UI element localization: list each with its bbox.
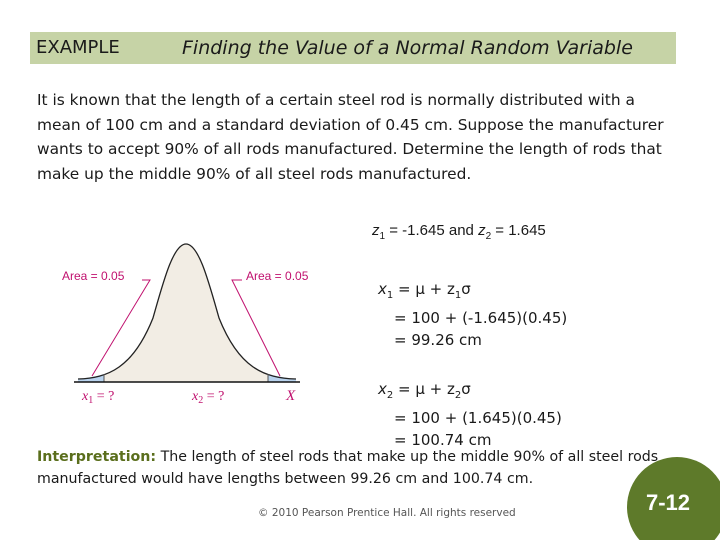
x2-calculation [378,378,562,451]
problem-statement: It is known that the length of a certain steel rod is normally distributed with a mean of 100 cm and a standard deviation of 0.45 cm. Suppose the manufacturer wants to accept 90% of all rods manufactured. Determine the length of rods that make up the middle 90% of all steel rods manufactured. [37,91,664,183]
interpretation-text: The length of steel rods that make up the middle 90% of all steel rods manufactured would have lengths between 99.26 cm and 100.74 cm. [37,449,659,487]
z-values: $z_1 = -1.645$ and $z_2 = 1.645$ [372,222,546,242]
example-label: EXAMPLE [36,37,120,58]
right-area-label: Area = 0.05 [246,269,309,283]
x1-formula: $x_1 = \mu + z_1\sigma$ [378,280,471,301]
x1-axis-label: $x_1$ = ? [82,389,115,406]
title-bar [30,32,676,64]
x1-substitution: = 100 + (-1.645)(0.45) [394,309,568,327]
copyright-footer: © 2010 Pearson Prentice Hall. All rights reserved [258,507,516,519]
x-axis-label: X [286,388,296,404]
x2-result: = 100.74 cm [394,431,492,449]
x2-substitution: = 100 + (1.645)(0.45) [394,409,562,427]
interpretation-label: Interpretation: [37,449,157,465]
x2-axis-label: $x_2$ = ? [192,389,225,406]
interpretation [37,446,677,490]
left-area-label: Area = 0.05 [62,269,125,283]
curve-body-fill [78,244,296,382]
slide-number: 7-12 [646,490,691,515]
x1-result: = 99.26 cm [394,331,482,349]
x1-calculation [378,278,567,351]
slide-title: Finding the Value of a Normal Random Variable [182,37,633,59]
normal-curve-figure [58,238,320,410]
x2-formula: $x_2 = \mu + z_2\sigma$ [378,380,471,401]
